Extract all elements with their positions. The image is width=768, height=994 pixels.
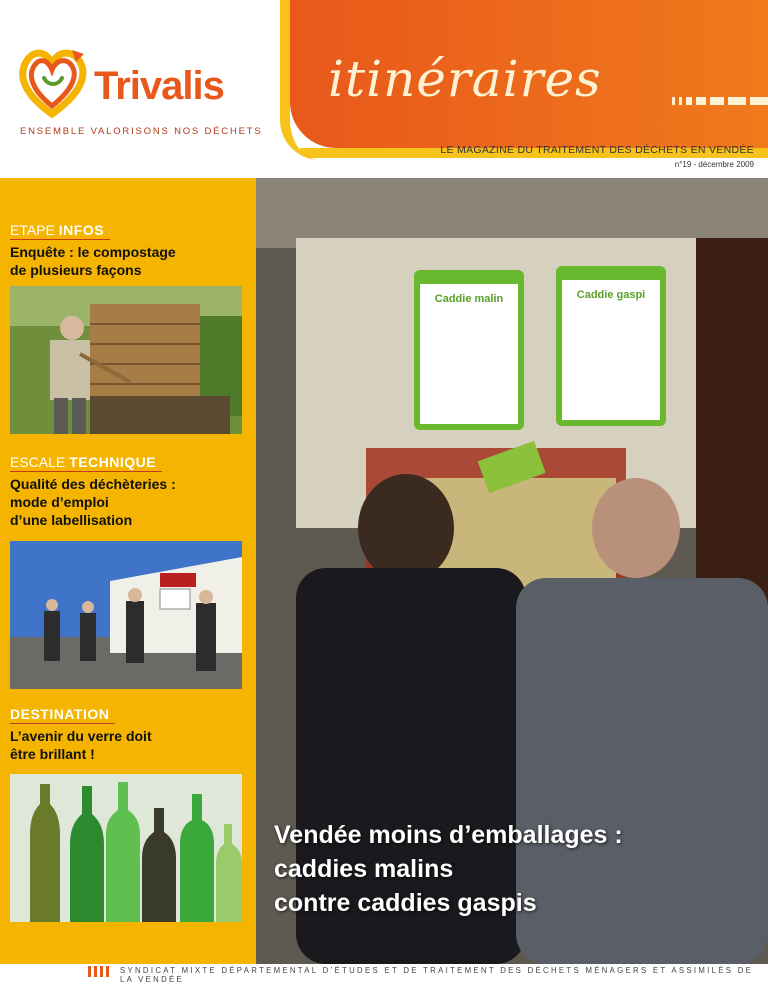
headline-line: contre caddies gaspis	[274, 889, 537, 917]
title-line: mode d’emploi	[10, 494, 109, 510]
title-line: de plusieurs façons	[10, 262, 142, 278]
brand-name: Trivalis	[94, 64, 224, 108]
kicker-bold: INFOS	[58, 222, 105, 238]
magazine-title: itinéraires	[328, 50, 602, 108]
section-title-compost[interactable]	[10, 243, 250, 279]
trivalis-logo-icon	[14, 44, 90, 120]
section-kicker-infos	[10, 222, 110, 240]
sign-left-title: Caddie malin	[434, 293, 504, 305]
headline-line: caddies malins	[274, 855, 454, 883]
title-line: être brillant !	[10, 746, 95, 762]
title-line: Enquête : le compostage	[10, 244, 176, 260]
labellisation-photo[interactable]	[10, 541, 242, 689]
section-title-dechetteries[interactable]	[10, 475, 250, 529]
brand-tagline: ENSEMBLE VALORISONS NOS DÉCHETS	[20, 126, 263, 137]
issue-number: n°19 - décembre 2009	[674, 160, 754, 169]
compost-photo[interactable]	[10, 286, 242, 434]
section-kicker-destination	[10, 706, 115, 724]
kicker-bold: TECHNIQUE	[69, 454, 157, 470]
title-line: L’avenir du verre doit	[10, 728, 152, 744]
kicker-bold: DESTINATION	[10, 706, 110, 722]
footer-text: SYNDICAT MIXTE DÉPARTEMENTAL D’ÉTUDES ET DE TRAITEMENT DES DÉCHETS MÉNAGERS ET ASSIMILÉS DE LA VENDÉE	[120, 966, 754, 984]
magazine-subtitle: LE MAGAZINE DU TRAITEMENT DES DÉCHETS EN VENDÉE	[440, 144, 754, 156]
kicker-light: ESCALE	[10, 454, 66, 470]
title-line: Qualité des déchèteries :	[10, 476, 176, 492]
headline-line: Vendée moins d’emballages :	[274, 821, 623, 849]
cover-headline[interactable]	[274, 818, 754, 920]
section-title-verre[interactable]	[10, 727, 250, 763]
title-line: d’une labellisation	[10, 512, 133, 528]
title-decor-bars	[672, 97, 768, 105]
kicker-light: ETAPE	[10, 222, 55, 238]
section-kicker-technique	[10, 454, 162, 472]
footer-decor-bars	[88, 966, 109, 977]
glass-bottles-photo[interactable]	[10, 774, 242, 922]
sign-right-title: Caddie gaspi	[576, 289, 646, 301]
